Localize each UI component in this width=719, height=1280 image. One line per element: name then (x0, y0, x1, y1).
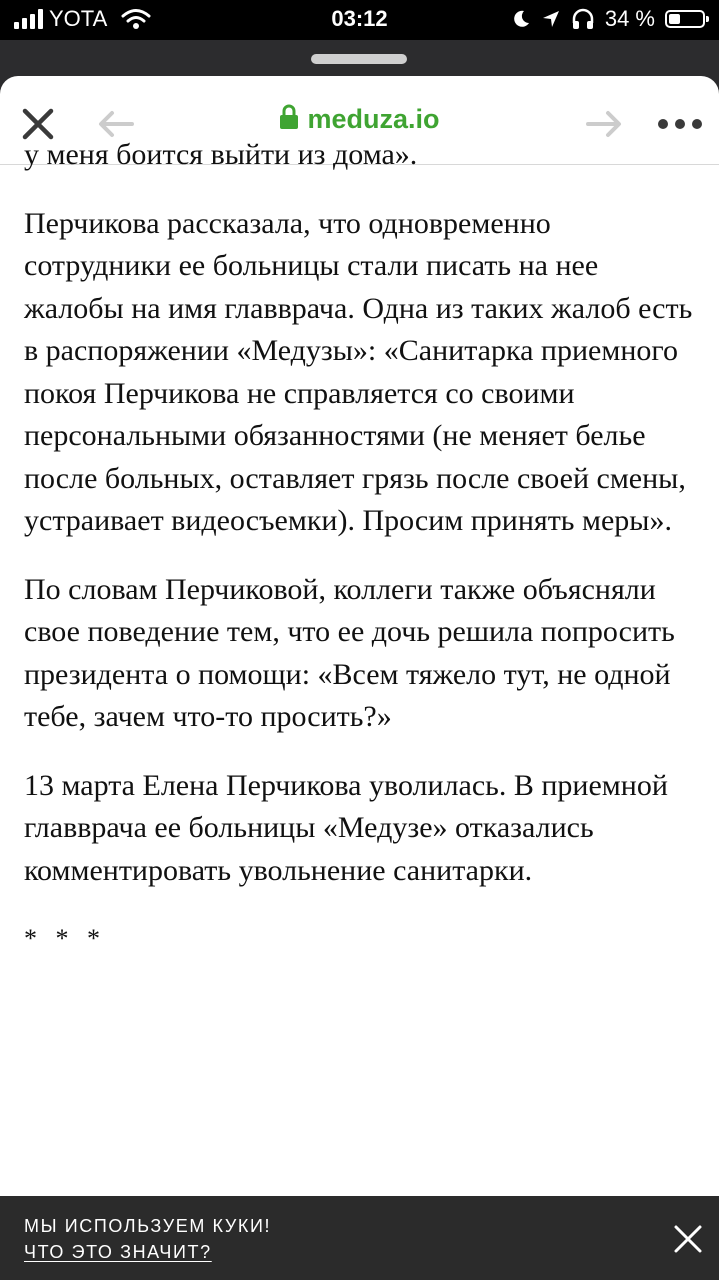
status-icons (511, 6, 705, 32)
browser-sheet (0, 40, 719, 1280)
clock: 03:12 (331, 6, 388, 31)
status-bar (0, 0, 719, 40)
battery-level (669, 14, 680, 24)
carrier-name: YOTA (49, 6, 108, 31)
battery-icon (665, 10, 705, 28)
cookie-banner (0, 1196, 719, 1280)
location-arrow-icon (541, 9, 561, 29)
section-separator: * * * (24, 924, 106, 953)
cookie-message (24, 1213, 271, 1265)
cookie-text: МЫ ИСПОЛЬЗУЕМ КУКИ! (24, 1216, 272, 1236)
more-dots-icon[interactable] (656, 116, 704, 132)
headphones-icon (571, 8, 595, 30)
article-paragraph: Перчикова рассказала, что одновременно сотрудники ее больницы стали писать на нее жалобы на имя главврача. Одна из таких жалоб есть в распоряжении «Медузы»: «Санитарка приемного покоя Перчикова не справляется со своими персональными обязанностями (не меняет белье после больных, оставляет грязь после своей смены, устраивает видеосъемки). Просим принять меры». (24, 206, 693, 537)
article-paragraph: По словам Перчиковой, коллеги также объясняли свое поведение тем, что ее дочь решила попросить президента о помощи: «Всем тяжело тут, не одной тебе, зачем что-то просить?» (24, 572, 675, 733)
close-icon[interactable] (673, 1224, 703, 1254)
article-paragraph: у меня боится выйти из дома». (24, 138, 418, 171)
battery-percent: 34 % (604, 6, 655, 31)
article-paragraph: 13 марта Елена Перчикова уволилась. В приемной главврача ее больницы «Медузе» отказались комментировать увольнение санитарки. (24, 768, 668, 887)
lock-icon (279, 104, 299, 130)
moon-icon (511, 9, 531, 29)
sheet-drag-handle[interactable] (311, 54, 407, 64)
cookie-info-link[interactable]: ЧТО ЭТО ЗНАЧИТ? (24, 1242, 212, 1262)
url-text: meduza.io (307, 104, 440, 134)
article-body (24, 138, 704, 961)
browser-card (0, 76, 719, 1280)
